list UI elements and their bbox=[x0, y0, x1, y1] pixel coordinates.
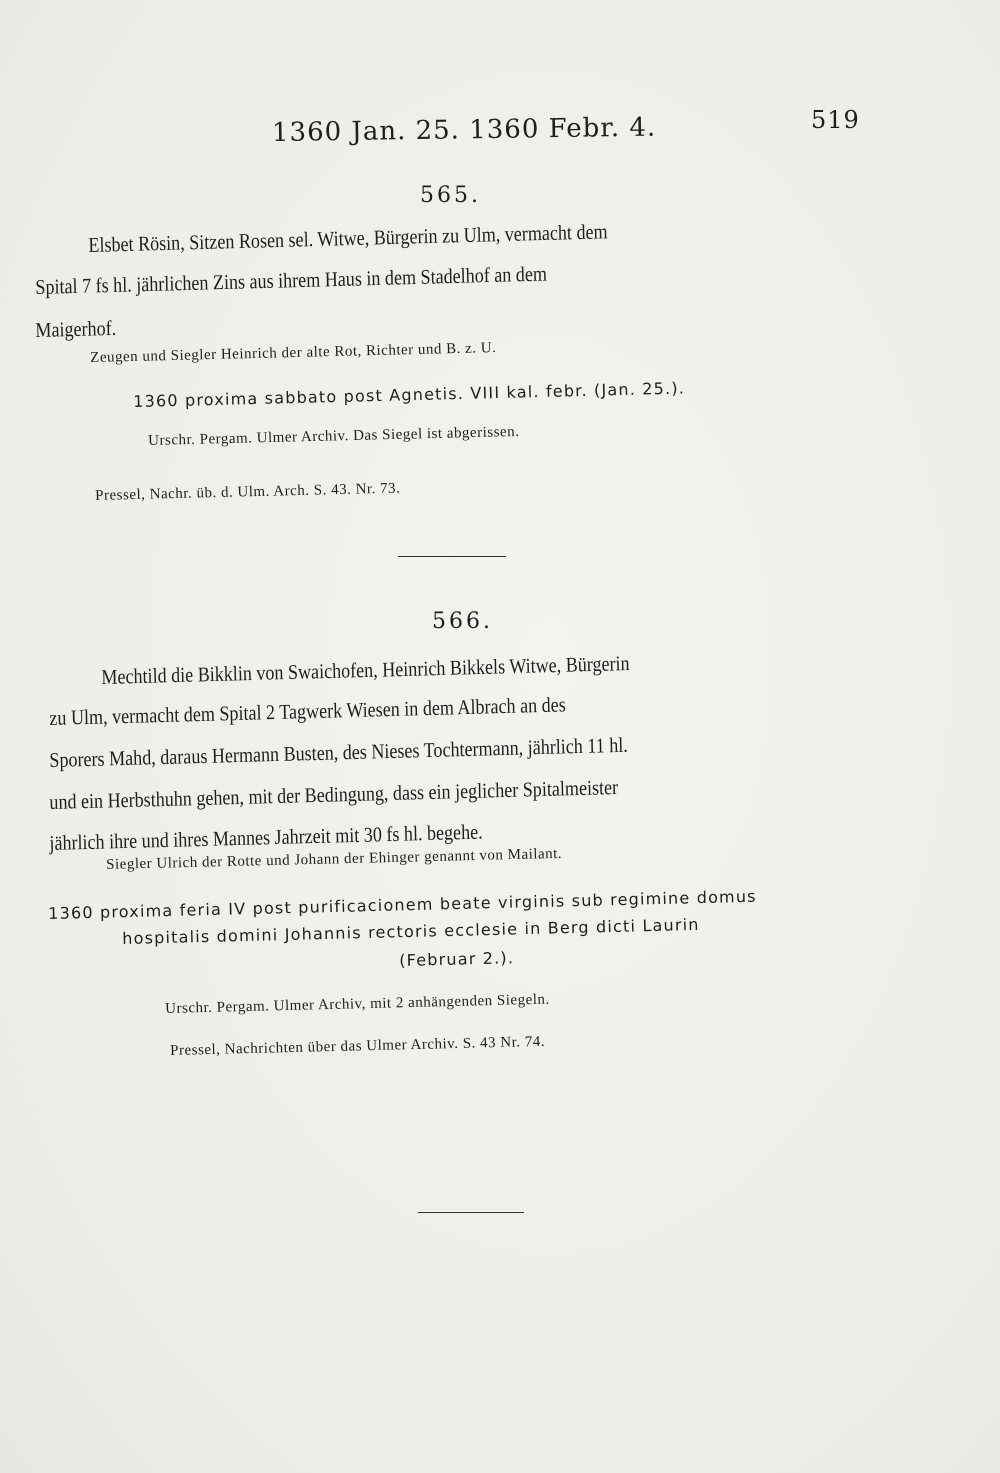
entry-text-line: Maigerhof. bbox=[35, 315, 117, 342]
entry-number: 566. bbox=[432, 609, 493, 634]
date-line: hospitalis domini Johannis rectoris ecclesie in Berg dicti Laurin bbox=[122, 914, 700, 948]
entry-text-line: jährlich ihre und ihres Mannes Jahrzeit mit 30 fs hl. begehe. bbox=[49, 819, 483, 855]
entry-text-line: Spital 7 fs hl. jährlichen Zins aus ihrem Haus in dem Stadelhof an dem bbox=[35, 261, 548, 299]
entry-text-line: Sporers Mahd, daraus Hermann Busten, des Nieses Tochtermann, jährlich 11 hl. bbox=[49, 732, 629, 772]
source-note: Urschr. Pergam. Ulmer Archiv, mit 2 anhängenden Siegeln. bbox=[165, 991, 550, 1017]
witnesses-note: Zeugen und Siegler Heinrich der alte Rot, Richter und B. z. U. bbox=[90, 340, 497, 366]
reference-note: Pressel, Nachr. üb. d. Ulm. Arch. S. 43. Nr. 73. bbox=[95, 480, 401, 504]
date-line: (Februar 2.). bbox=[399, 948, 515, 970]
page-number: 519 bbox=[811, 106, 860, 134]
date-line: 1360 proxima sabbato post Agnetis. VIII kal. febr. (Jan. 25.). bbox=[133, 378, 686, 411]
witnesses-note: Siegler Ulrich der Rotte und Johann der Ehinger genannt von Mailant. bbox=[106, 845, 563, 873]
entry-text-line: Mechtild die Bikklin von Swaichofen, Heinrich Bikkels Witwe, Bürgerin bbox=[101, 651, 630, 689]
section-divider bbox=[398, 556, 506, 557]
reference-note: Pressel, Nachrichten über das Ulmer Archiv. S. 43 Nr. 74. bbox=[170, 1033, 546, 1059]
running-head: 1360 Jan. 25. 1360 Febr. 4. bbox=[271, 112, 657, 148]
source-note: Urschr. Pergam. Ulmer Archiv. Das Siegel ist abgerissen. bbox=[148, 423, 520, 449]
entry-number: 565. bbox=[420, 183, 481, 208]
entry-text-line: und ein Herbsthuhn gehen, mit der Bedingung, dass ein jeglicher Spitalmeister bbox=[49, 774, 619, 814]
entry-text-line: Elsbet Rösin, Sitzen Rosen sel. Witwe, Bürgerin zu Ulm, vermacht dem bbox=[88, 219, 608, 257]
entry-text-line: zu Ulm, vermacht dem Spital 2 Tagwerk Wiesen in dem Albrach an des bbox=[49, 692, 566, 730]
date-line: 1360 proxima feria IV post purificacionem beate virginis sub regimine domus bbox=[48, 886, 757, 923]
section-divider bbox=[418, 1212, 524, 1213]
